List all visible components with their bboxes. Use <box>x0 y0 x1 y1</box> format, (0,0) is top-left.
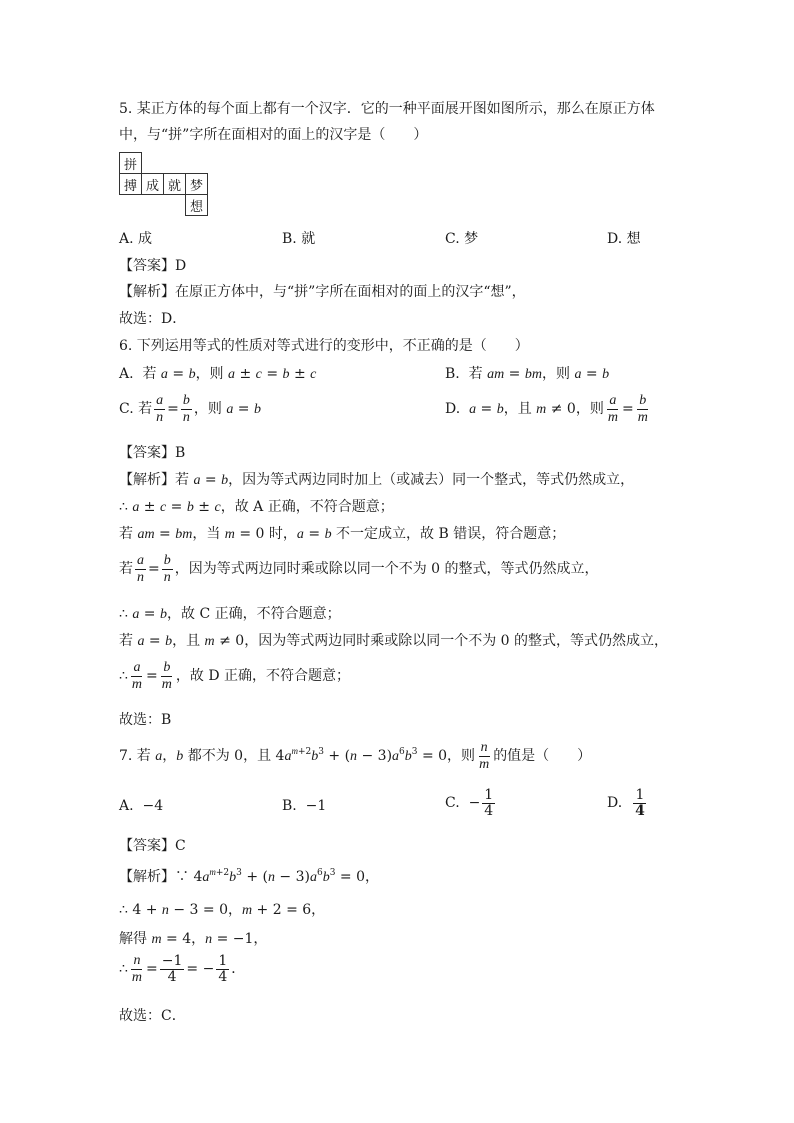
q7-analysis-3: 解得 m = 4，n = −1， <box>119 931 268 947</box>
q5-answer: 【答案】D <box>119 258 187 274</box>
q5-stem-line2: 中，与“拼”字所在面相对的面上的汉字是（ ） <box>119 127 428 143</box>
q6-option-c: C. 若 $\frac{a}{n}$ = $\frac{b}{n}$ ，则 a = b <box>119 393 261 425</box>
q6-analysis-4: 若 $\frac{a}{n}$ = $\frac{b}{n}$ ，因为等式两边同时乘或除以同一个不为 0 的整式，等式仍然成立， <box>119 553 599 585</box>
net-cell-bottom: 想 <box>186 195 208 216</box>
q6-stem: 6. 下列运用等式的性质对等式进行的变形中，不正确的是（ ） <box>119 338 529 354</box>
q5-stem-line1: 5. 某正方体的每个面上都有一个汉字．它的一种平面展开图如图所示，那么在原正方体 <box>119 101 655 117</box>
q7-stem: 7. 若 a，b 都不为 0，且 $4a^{m+2}b^3 + (n - 3)a^6b^3 = 0$，则 $\frac{n}{m}$ 的值是（ ） <box>119 740 592 772</box>
net-cell: 搏 <box>120 174 142 195</box>
q7-option-a: A. −4 <box>119 798 164 814</box>
q7-analysis-2: ∴ 4 + n − 3 = 0，m + 2 = 6， <box>119 902 326 918</box>
q7-answer: 【答案】C <box>119 838 186 854</box>
q6-analysis-6: 若 a = b，且 m ≠ 0，因为等式两边同时乘或除以同一个不为 0 的整式，等式仍然成立， <box>119 633 669 649</box>
q5-option-c: C. 梦 <box>445 231 479 247</box>
q7-analysis-1: 【解析】∵ $4a^{m+2}b^3 + (n - 3)a^6b^3 = 0$， <box>119 867 379 885</box>
q6-analysis-2: ∴ a ± c = b ± c，故 A 正确，不符合题意； <box>119 499 394 515</box>
cube-net-figure <box>119 152 208 216</box>
q6-option-b: B. 若 am = bm，则 a = b <box>445 366 610 382</box>
q7-option-b: B. −1 <box>282 798 327 814</box>
q6-analysis-5: ∴ a = b，故 C 正确，不符合题意； <box>119 606 341 622</box>
q5-option-b: B. 就 <box>282 231 316 247</box>
q7-option-d: D. $\frac{1}{4}$ <box>607 787 645 819</box>
q7-conclusion: 故选：C． <box>119 1008 186 1024</box>
net-cell-top: 拼 <box>120 153 142 174</box>
q5-analysis: 【解析】在原正方体中，与“拼”字所在面相对的面上的汉字“想”， <box>119 284 526 300</box>
q7-option-c: C. − $\frac{1}{4}$ <box>445 787 494 819</box>
net-cell: 就 <box>164 174 186 195</box>
q5-conclusion: 故选：D． <box>119 311 187 327</box>
q5-option-d: D. 想 <box>607 231 641 247</box>
net-cell: 梦 <box>186 174 208 195</box>
q6-analysis-1: 【解析】若 a = b，因为等式两边同时加上（或减去）同一个整式，等式仍然成立， <box>119 472 635 488</box>
q6-answer: 【答案】B <box>119 445 186 461</box>
q6-conclusion: 故选：B <box>119 712 172 728</box>
q6-option-d: D. a = b，且 m ≠ 0，则 $\frac{a}{m}$ = $\frac{b}{m}$ <box>445 393 648 425</box>
q7-analysis-4: ∴ $\frac{n}{m}$ = $\frac{-1}{4}$ = − $\frac{1}{4}$ ． <box>119 953 246 985</box>
q6-analysis-3: 若 am = bm，当 m = 0 时，a = b 不一定成立，故 B 错误，符合题意； <box>119 526 566 542</box>
net-cell: 成 <box>142 174 164 195</box>
q6-option-a: A. 若 a = b，则 a ± c = b ± c <box>119 366 317 382</box>
q5-option-a: A. 成 <box>119 231 153 247</box>
q6-analysis-7: ∴ $\frac{a}{m}$ = $\frac{b}{m}$ ，故 D 正确，不符合题意； <box>119 660 351 692</box>
